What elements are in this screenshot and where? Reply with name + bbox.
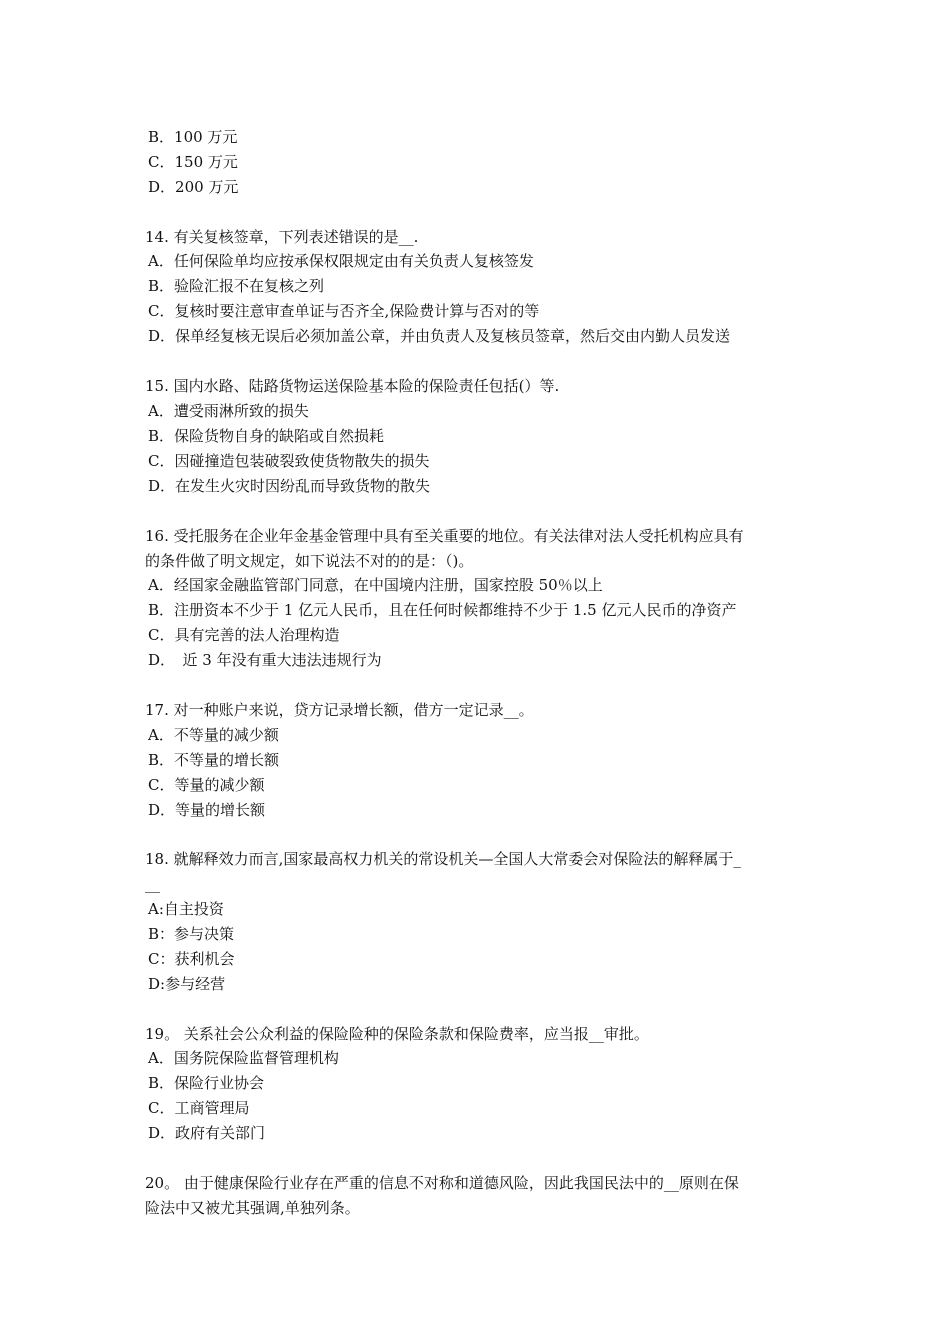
question-stem: 15. 国内水路、陆路货物运送保险基本险的保险责任包括(）等. xyxy=(145,377,560,395)
option-c: C．因碰撞造包装破裂致使货物散失的损失 xyxy=(148,452,430,470)
question-stem: 17. 对一种账户来说，贷方记录增长额，借方一定记录__。 xyxy=(145,701,534,719)
option-d: D．保单经复核无误后必须加盖公章，并由负责人及复核员签章，然后交由内勤人员发送 xyxy=(148,327,731,345)
question-stem-continued: 险法中又被尤其强调,单独列条。 xyxy=(145,1199,360,1217)
option-a: A:自主投资 xyxy=(148,900,224,918)
question-stem: 20。 由于健康保险行业存在严重的信息不对称和道德风险，因此我国民法中的__原则在保 xyxy=(145,1174,739,1192)
option-d: D．等量的增长额 xyxy=(148,801,266,819)
option-b: B：参与决策 xyxy=(148,925,235,943)
option-b: B．注册资本不少于 1 亿元人民币，且在任何时候都维持不少于 1.5 亿元人民币的净资产 xyxy=(148,601,737,619)
option-a: A．任何保险单均应按承保权限规定由有关负责人复核签发 xyxy=(148,252,534,270)
option-a: A．经国家金融监管部门同意，在中国境内注册，国家控股 50％以上 xyxy=(148,576,603,594)
option-d: D． 近 3 年没有重大违法违规行为 xyxy=(148,651,382,669)
question-stem: 19。 关系社会公众利益的保险险种的保险条款和保险费率，应当报__审批。 xyxy=(145,1025,649,1043)
option-a: A．国务院保险监督管理机构 xyxy=(148,1049,339,1067)
option-b: B．保险行业协会 xyxy=(148,1074,265,1092)
option-c: C：获利机会 xyxy=(148,950,235,968)
option-c: C．具有完善的法人治理构造 xyxy=(148,626,340,644)
option-b: B．不等量的增长额 xyxy=(148,751,280,769)
question-stem: 16. 受托服务在企业年金基金管理中具有至关重要的地位。有关法律对法人受托机构应具有 xyxy=(145,527,744,545)
option-d: D:参与经营 xyxy=(148,975,226,993)
option-c: C．复核时要注意审查单证与否齐全,保险费计算与否对的等 xyxy=(148,302,540,320)
question-stem: 14. 有关复核签章，下列表述错误的是__. xyxy=(145,228,419,246)
question-stem: 18. 就解释效力而言,国家最高权力机关的常设机关—全国人大常委会对保险法的解释属于_ xyxy=(145,850,741,868)
option-d: D．在发生火灾时因纷乱而导致货物的散失 xyxy=(148,477,431,495)
question-stem-continued: 的条件做了明文规定，如下说法不对的的是：（)。 xyxy=(145,552,474,570)
option-d: D．政府有关部门 xyxy=(148,1124,266,1142)
option-b: B．保险货物自身的缺陷或自然损耗 xyxy=(148,427,385,445)
option-a: A．遭受雨淋所致的损失 xyxy=(148,402,309,420)
option-c: C．150 万元 xyxy=(148,153,238,171)
option-a: A．不等量的减少额 xyxy=(148,726,279,744)
option-b: B．验险汇报不在复核之列 xyxy=(148,277,325,295)
question-stem-continued: __ xyxy=(145,875,160,893)
option-c: C．等量的减少额 xyxy=(148,776,265,794)
option-d: D．200 万元 xyxy=(148,178,239,196)
option-c: C．工商管理局 xyxy=(148,1099,250,1117)
option-b: B．100 万元 xyxy=(148,128,238,146)
